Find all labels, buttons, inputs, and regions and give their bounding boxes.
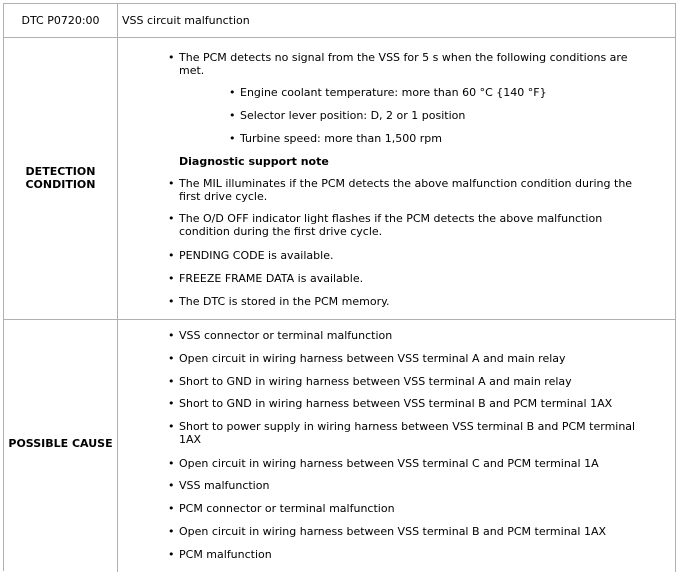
dtc-row	[4, 4, 676, 38]
item-text: The MIL illuminates if the PCM detects the above malfunction condition during the	[179, 177, 633, 190]
item-text: PCM malfunction	[179, 548, 272, 561]
item-text: FREEZE FRAME DATA is available.	[179, 272, 364, 285]
list-item: • PCM malfunction	[179, 548, 639, 561]
list-item: • Short to GND in wiring harness between VSS terminal A and main relay	[179, 375, 639, 388]
dtc-code: DTC P0720:00	[21, 14, 100, 27]
sub-list-item: • Turbine speed: more than 1,500 rpm	[240, 132, 679, 145]
diagnostic-note-heading: Diagnostic support note	[179, 155, 329, 168]
sub-item-text: Turbine speed: more than 1,500 rpm	[240, 132, 442, 145]
item-text: Short to GND in wiring harness between VSS terminal A and main relay	[179, 375, 572, 388]
list-item: • Short to GND in wiring harness between VSS terminal B and PCM terminal 1AX	[179, 397, 639, 410]
list-item: • The MIL illuminates if the PCM detects the above malfunction condition during the first drive cycle.	[179, 177, 639, 203]
sub-item-text: Engine coolant temperature: more than 60 °C {140 °F}	[240, 86, 547, 99]
sub-list-item: • Selector lever position: D, 2 or 1 position	[240, 109, 679, 122]
possible-cause-row	[4, 320, 676, 572]
item-text: Open circuit in wiring harness between VSS terminal B and PCM terminal 1AX	[179, 525, 607, 538]
list-item: • Open circuit in wiring harness between VSS terminal C and PCM terminal 1A	[179, 457, 639, 470]
list-item: • VSS connector or terminal malfunction	[179, 329, 639, 342]
item-text: VSS malfunction	[179, 479, 270, 492]
detection-first-line-2: met.	[179, 64, 205, 77]
list-item: • The DTC is stored in the PCM memory.	[179, 295, 639, 308]
item-text: Short to power supply in wiring harness between VSS terminal B and PCM terminal	[179, 420, 636, 433]
possible-cause-heading-cell	[4, 320, 118, 572]
sub-list-item: • Engine coolant temperature: more than 60 °C {140 °F}	[240, 86, 679, 99]
item-text: Open circuit in wiring harness between VSS terminal C and PCM terminal 1A	[179, 457, 599, 470]
list-item: • Short to power supply in wiring harness between VSS terminal B and PCM terminal 1AX	[179, 420, 639, 446]
item-text: Open circuit in wiring harness between VSS terminal A and main relay	[179, 352, 566, 365]
possible-cause-heading: POSSIBLE CAUSE	[8, 437, 113, 450]
list-item: • PCM connector or terminal malfunction	[179, 502, 639, 515]
list-item: • The O/D OFF indicator light flashes if the PCM detects the above malfunction condition during the first drive cycle.	[179, 212, 639, 238]
item-text: 1AX	[179, 433, 202, 446]
dtc-title: VSS circuit malfunction	[122, 14, 250, 27]
dtc-code-cell	[4, 4, 118, 37]
dtc-title-cell	[118, 4, 676, 37]
list-item: • Open circuit in wiring harness between VSS terminal B and PCM terminal 1AX	[179, 525, 639, 538]
dtc-table	[3, 3, 676, 571]
detection-heading-line-1: DETECTION	[25, 165, 96, 178]
item-text: condition during the first drive cycle.	[179, 225, 383, 238]
item-text: The DTC is stored in the PCM memory.	[179, 295, 390, 308]
detection-heading-cell	[4, 38, 118, 319]
item-text: VSS connector or terminal malfunction	[179, 329, 393, 342]
list-item: • Open circuit in wiring harness between VSS terminal A and main relay	[179, 352, 639, 365]
detection-content-cell	[118, 38, 676, 319]
item-text: first drive cycle.	[179, 190, 268, 203]
list-item: • PENDING CODE is available.	[179, 249, 639, 262]
list-item: • FREEZE FRAME DATA is available.	[179, 272, 639, 285]
detection-row	[4, 38, 676, 320]
item-text: The O/D OFF indicator light flashes if the PCM detects the above malfunction	[179, 212, 603, 225]
sub-item-text: Selector lever position: D, 2 or 1 position	[240, 109, 466, 122]
item-text: PENDING CODE is available.	[179, 249, 334, 262]
detection-first-line-1: The PCM detects no signal from the VSS for 5 s when the following conditions are	[179, 51, 628, 64]
possible-cause-content-cell	[118, 320, 676, 572]
item-text: Short to GND in wiring harness between VSS terminal B and PCM terminal 1AX	[179, 397, 613, 410]
detection-heading-line-2: CONDITION	[25, 178, 96, 191]
list-item: • VSS malfunction	[179, 479, 639, 492]
list-item: • The PCM detects no signal from the VSS for 5 s when the following conditions are met.	[179, 51, 639, 77]
item-text: PCM connector or terminal malfunction	[179, 502, 395, 515]
